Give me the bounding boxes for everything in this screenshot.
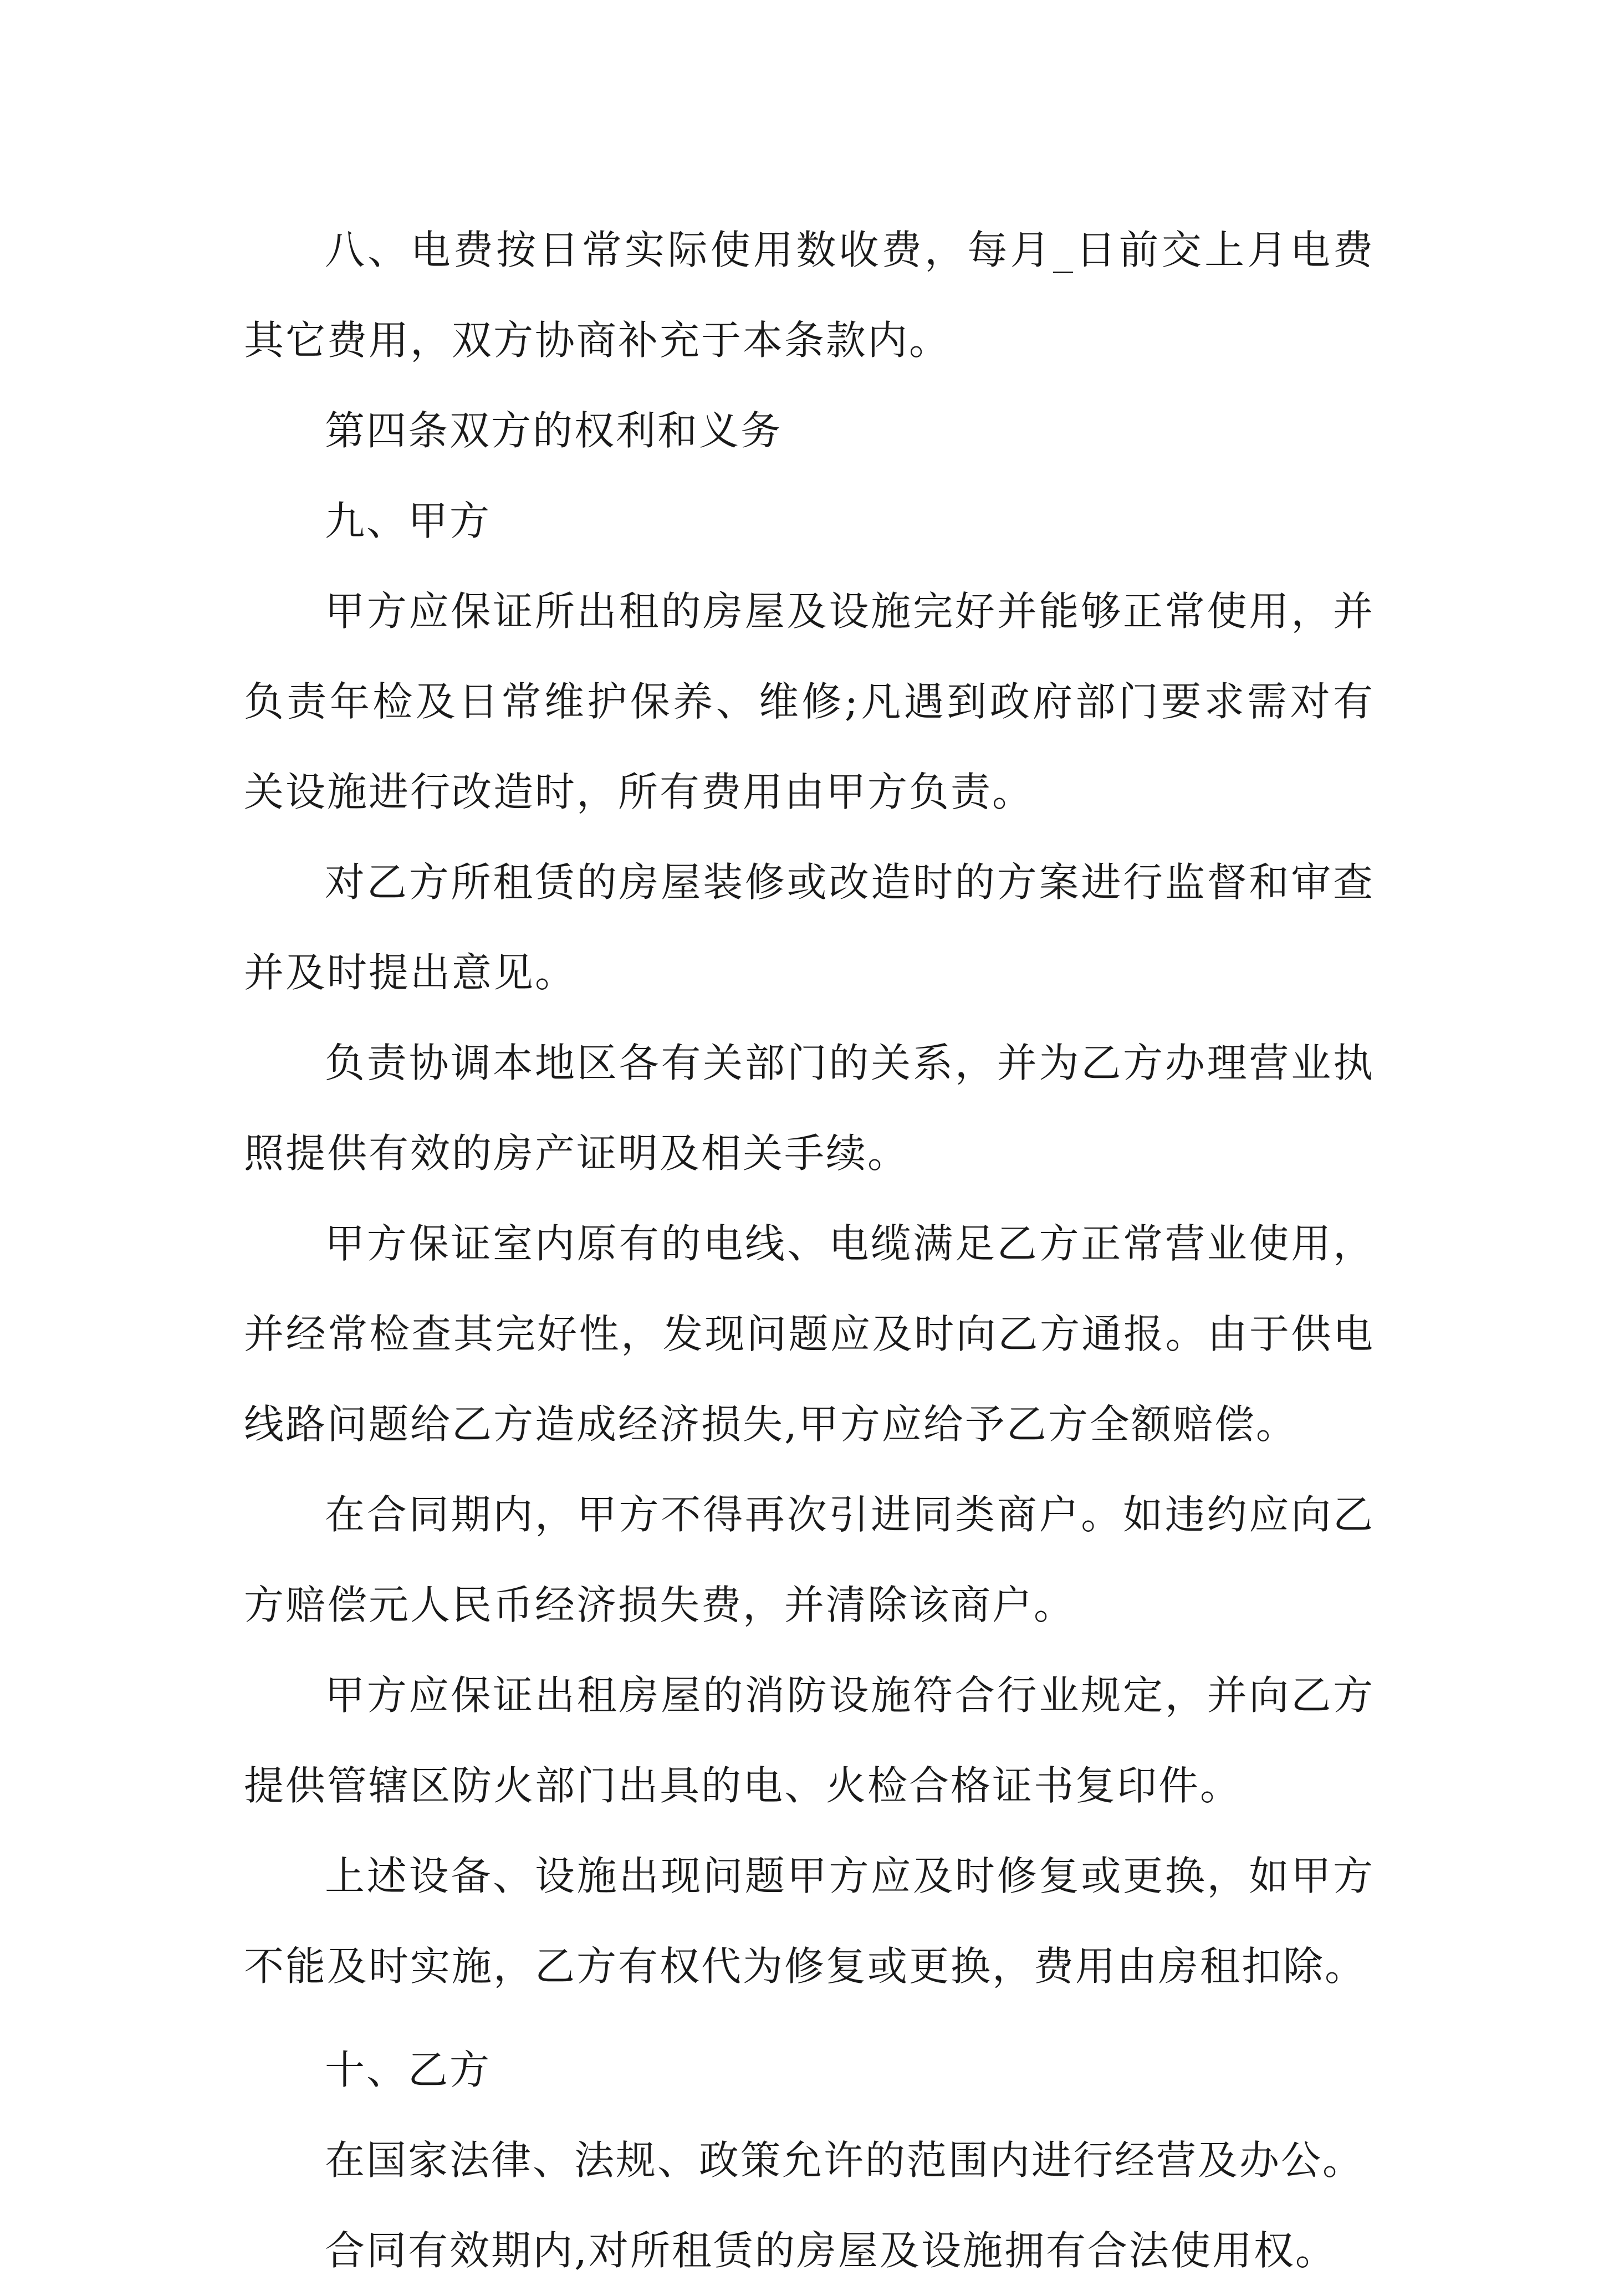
document-body xyxy=(244,205,1375,2296)
article-4-heading: 第四条双方的权利和义务 xyxy=(325,407,783,454)
party-b-right-usage: 合同有效期内,对所租赁的房屋及设施拥有合法使用权。 xyxy=(325,2227,1337,2274)
clause-9-heading: 九、甲方 xyxy=(325,498,492,544)
party-a-duty-maintenance: 甲方应保证所出租的房屋及设施完好并能够正常使用，并负责年检及日常维护保养、维修;凡遇到政府部门要求需对有关设施进行改造时，所有费用由甲方负责。 xyxy=(244,588,1375,815)
party-a-duty-fire-safety: 甲方应保证出租房屋的消防设施符合行业规定，并向乙方提供管辖区防火部门出具的电、火检合格证书复印件。 xyxy=(244,1672,1375,1809)
clause-10-heading: 十、乙方 xyxy=(325,2047,492,2093)
clause-8-electricity: 八、电费按日常实际使用数收费，每月_日前交上月电费其它费用，双方协商补充于本条款内。 xyxy=(244,227,1375,364)
party-b-right-operation: 在国家法律、法规、政策允许的范围内进行经营及办公。 xyxy=(325,2137,1365,2183)
party-a-duty-electric: 甲方保证室内原有的电线、电缆满足乙方正常营业使用，并经常检查其完好性，发现问题应及时向乙方通报。由于供电线路问题给乙方造成经济损失,甲方应给予乙方全额赔偿。 xyxy=(244,1220,1375,1448)
party-a-duty-coordination: 负责协调本地区各有关部门的关系，并为乙方办理营业执照提供有效的房产证明及相关手续。 xyxy=(244,1040,1375,1177)
party-a-duty-supervision: 对乙方所租赁的房屋装修或改造时的方案进行监督和审查并及时提出意见。 xyxy=(244,859,1375,996)
spacer xyxy=(244,2012,1375,2025)
party-a-duty-exclusivity: 在合同期内，甲方不得再次引进同类商户。如违约应向乙方赔偿元人民币经济损失费，并清除该商户。 xyxy=(244,1491,1375,1628)
party-a-duty-repair: 上述设备、设施出现问题甲方应及时修复或更换，如甲方不能及时实施，乙方有权代为修复或更换，费用由房租扣除。 xyxy=(244,1853,1375,1990)
